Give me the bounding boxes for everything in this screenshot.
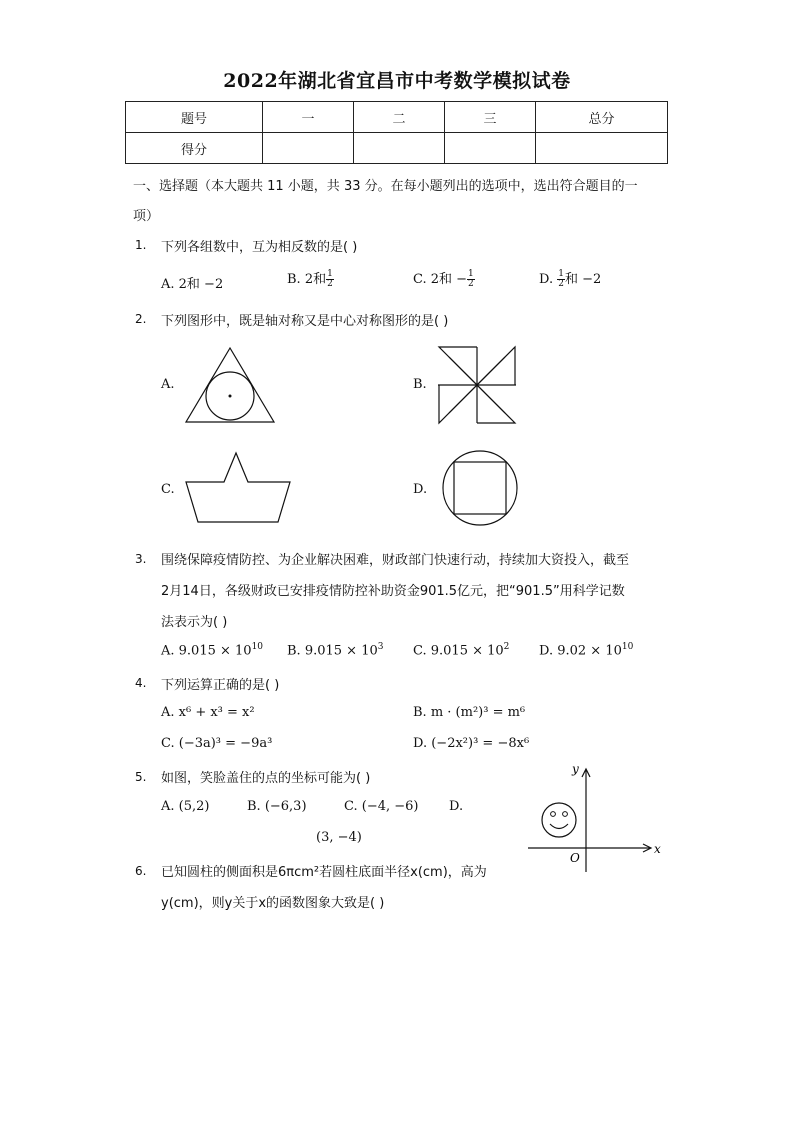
smiley-face-icon — [542, 803, 576, 837]
option-d: D. $9.02 \times 10^{10}$ — [539, 642, 634, 659]
question-text-line3: 法表示为( ) — [161, 615, 228, 630]
coordinate-figure — [524, 764, 664, 876]
fraction: $\frac{1}{2}$ — [558, 269, 564, 289]
option-a: A. x⁶ + x³ = x² — [161, 705, 255, 720]
question-text-line1: 已知圆柱的侧面积是6πcm²若圆柱底面半径x(cm)，高为 — [161, 865, 487, 880]
option-b-label: B. 2和 — [287, 272, 327, 287]
question-number: 2. — [135, 312, 147, 326]
score-header-cell: 总分 — [536, 102, 668, 133]
score-header-cell: 二 — [354, 102, 445, 133]
score-header-cell: 题号 — [126, 102, 263, 133]
option-d — [539, 268, 601, 289]
option-a: A. (5,2) — [161, 799, 210, 814]
score-table-score-row — [126, 133, 668, 164]
score-cell[interactable] — [263, 133, 354, 164]
option-b: B. m · (m²)³ = m⁶ — [413, 705, 526, 720]
option-d-rest: 和 −2 — [564, 272, 602, 287]
question-number: 4. — [135, 676, 147, 690]
option-d: D. — [449, 799, 464, 814]
pinwheel-figure — [437, 346, 517, 424]
score-header-cell: 一 — [263, 102, 354, 133]
fraction: $\frac{1}{2}$ — [468, 269, 474, 289]
option-c: C. (−4, −6) — [344, 799, 419, 814]
fraction: $\frac{1}{2}$ — [327, 269, 333, 289]
score-table — [125, 101, 668, 164]
question-text: 下列运算正确的是( ) — [161, 678, 280, 693]
option-d: D. — [413, 482, 428, 497]
option-a: A. $9.015 \times 10^{10}$ — [161, 642, 264, 659]
y-axis-label: y — [572, 762, 579, 776]
question-text-line2: y(cm)，则y关于x的函数图象大致是( ) — [161, 896, 385, 911]
score-row-label: 得分 — [126, 133, 263, 164]
option-b: B. (−6,3) — [247, 799, 307, 814]
question-number: 5. — [135, 770, 147, 784]
option-a: A. 2和 −2 — [161, 277, 224, 292]
question-text: 如图，笑脸盖住的点的坐标可能为( ) — [161, 771, 371, 786]
score-cell[interactable] — [445, 133, 536, 164]
section-heading: 一、选择题（本大题共 11 小题，共 33 分。在每小题列出的选项中，选出符合题目的一 — [133, 179, 638, 194]
x-axis-label: x — [654, 842, 661, 856]
option-c: C. (−3a)³ = −9a³ — [161, 736, 273, 751]
option-c — [413, 268, 475, 289]
score-table-header-row — [126, 102, 668, 133]
score-header-cell: 三 — [445, 102, 536, 133]
crown-figure — [184, 452, 292, 524]
option-d: D. (−2x²)³ = −8x⁶ — [413, 736, 530, 751]
option-c: C. $9.015 \times 10^2$ — [413, 642, 510, 659]
question-text: 下列各组数中，互为相反数的是( ) — [161, 240, 358, 255]
origin-label: O — [570, 851, 580, 865]
option-c-label: C. 2和 − — [413, 272, 468, 287]
option-b — [287, 268, 334, 289]
option-b: B. $9.015 \times 10^3$ — [287, 642, 384, 659]
question-number: 1. — [135, 238, 147, 252]
option-d-value: (3, −4) — [316, 830, 362, 845]
question-number: 3. — [135, 552, 147, 566]
option-b: B. — [413, 377, 427, 392]
option-d-label: D. — [539, 272, 554, 287]
question-text-line2: 2月14日，各级财政已安排疫情防控补助资金901.5亿元，把“901.5”用科学记数 — [161, 584, 625, 599]
question-text-line1: 围绕保障疫情防控、为企业解决困难，财政部门快速行动，持续加大资投入，截至 — [161, 553, 630, 568]
option-a: A. — [161, 377, 175, 392]
page-title: 2022年湖北省宜昌市中考数学模拟试卷 — [223, 70, 571, 92]
score-cell[interactable] — [354, 133, 445, 164]
score-cell[interactable] — [536, 133, 668, 164]
section-heading-cont: 项） — [133, 209, 160, 224]
question-text: 下列图形中，既是轴对称又是中心对称图形的是( ) — [161, 314, 449, 329]
question-number: 6. — [135, 864, 147, 878]
triangle-circle-figure — [184, 346, 276, 424]
square-in-circle-figure — [441, 449, 519, 527]
option-c: C. — [161, 482, 175, 497]
